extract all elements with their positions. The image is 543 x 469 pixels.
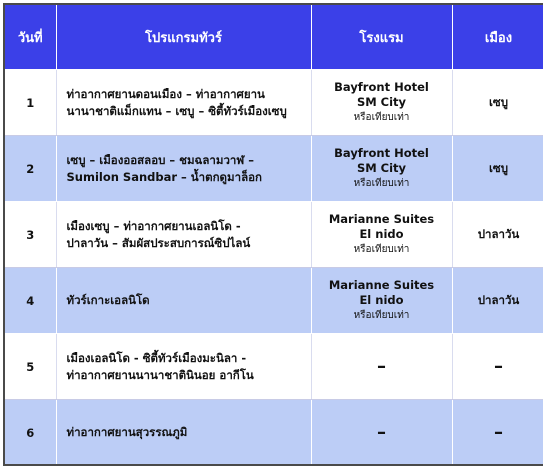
hotel-note: หรือเทียบเท่า bbox=[353, 244, 410, 255]
table-row bbox=[5, 70, 543, 136]
city-cell: ปาลาวัน bbox=[452, 202, 543, 268]
hotel-name: El nido bbox=[359, 293, 404, 307]
hotel-name: SM City bbox=[356, 95, 407, 109]
program-cell bbox=[56, 70, 311, 136]
program-cell bbox=[56, 136, 311, 202]
hotel-note: หรือเทียบเท่า bbox=[353, 112, 410, 123]
header-row bbox=[5, 5, 543, 70]
hotel-name: – bbox=[377, 422, 386, 443]
day-cell: 6 bbox=[5, 400, 56, 466]
hotel-name: Marianne Suites bbox=[328, 212, 435, 226]
header-hotel: โรงแรม bbox=[311, 5, 452, 70]
day-cell: 4 bbox=[5, 268, 56, 334]
program-line: Sumilon Sandbar – น้ำตกดูมาล็อก bbox=[66, 169, 262, 184]
day-cell: 1 bbox=[5, 70, 56, 136]
hotel-name: SM City bbox=[356, 161, 407, 175]
day-cell: 3 bbox=[5, 202, 56, 268]
city-cell bbox=[452, 400, 543, 466]
itinerary-table bbox=[5, 5, 543, 466]
hotel-name: El nido bbox=[359, 227, 404, 241]
hotel-name: – bbox=[377, 356, 386, 377]
table-row bbox=[5, 202, 543, 268]
program-line: เมืองเอลนิโด - ซิตี้ทัวร์เมืองมะนิลา - bbox=[66, 350, 247, 365]
program-line: ท่าอากาศยานนานาชาตินินอย อากีโน bbox=[66, 367, 254, 382]
table-row bbox=[5, 136, 543, 202]
hotel-cell bbox=[311, 334, 452, 400]
hotel-cell bbox=[311, 202, 452, 268]
city-cell: ปาลาวัน bbox=[452, 268, 543, 334]
header-program: โปรแกรมทัวร์ bbox=[56, 5, 311, 70]
program-line: เมืองเซบู – ท่าอากาศยานเอลนิโด - bbox=[66, 218, 241, 233]
program-line: นานาชาติแม็กแทน – เซบู – ซิตี้ทัวร์เมืองเซบู bbox=[66, 103, 287, 118]
city-cell: เซบู bbox=[452, 136, 543, 202]
program-cell bbox=[56, 334, 311, 400]
city-cell: เซบู bbox=[452, 70, 543, 136]
city-dash: – bbox=[494, 356, 503, 377]
program-line: ท่าอากาศยานสุวรรณภูมิ bbox=[66, 425, 188, 439]
itinerary-frame bbox=[3, 3, 543, 466]
program-line: ท่าอากาศยานดอนเมือง – ท่าอากาศยาน bbox=[66, 86, 265, 101]
program-cell bbox=[56, 268, 311, 334]
table-row bbox=[5, 400, 543, 466]
program-line: ปาลาวัน – สัมผัสประสบการณ์ซิปไลน์ bbox=[66, 235, 251, 250]
city-dash: – bbox=[494, 422, 503, 443]
header-day: วันที่ bbox=[5, 5, 56, 70]
hotel-cell bbox=[311, 136, 452, 202]
hotel-name: Marianne Suites bbox=[328, 278, 435, 292]
hotel-name: Bayfront Hotel bbox=[334, 80, 429, 94]
city-cell bbox=[452, 334, 543, 400]
hotel-cell bbox=[311, 400, 452, 466]
hotel-note: หรือเทียบเท่า bbox=[353, 178, 410, 189]
hotel-note: หรือเทียบเท่า bbox=[353, 310, 410, 321]
day-cell: 5 bbox=[5, 334, 56, 400]
hotel-cell bbox=[311, 268, 452, 334]
hotel-cell bbox=[311, 70, 452, 136]
program-cell bbox=[56, 202, 311, 268]
program-cell bbox=[56, 400, 311, 466]
day-cell: 2 bbox=[5, 136, 56, 202]
table-row bbox=[5, 334, 543, 400]
program-line: เซบู – เมืองออสลอบ – ชมฉลามวาฬ – bbox=[66, 152, 255, 167]
hotel-name: Bayfront Hotel bbox=[334, 146, 429, 160]
program-line: ทัวร์เกาะเอลนิโด bbox=[66, 293, 150, 307]
header-city: เมือง bbox=[452, 5, 543, 70]
table-row bbox=[5, 268, 543, 334]
